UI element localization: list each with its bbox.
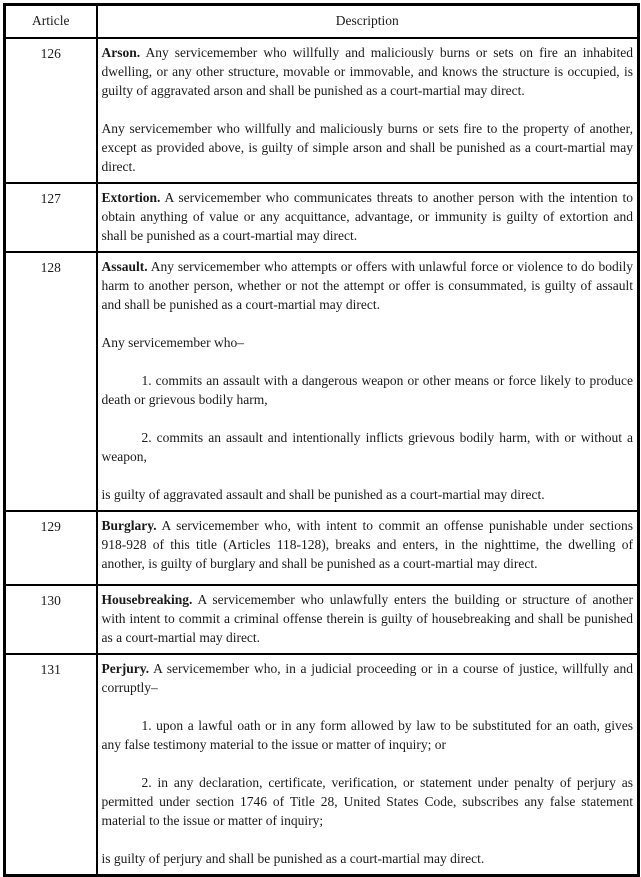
description-paragraph: Housebreaking. A servicemember who unlawfully enters the building or structure of another with intent to commit a criminal offense therein is guilty of housebreaking and shall be punished as a court-martial may direct. (101, 591, 633, 645)
description-paragraph: 1. commits an assault with a dangerous weapon or other means or force likely to produce death or grievous bodily harm, (101, 372, 633, 407)
offense-name: Burglary. (101, 517, 157, 533)
article-number-cell: 128 (5, 252, 97, 511)
article-number-cell: 126 (5, 38, 97, 183)
offense-name: Perjury. (101, 660, 150, 676)
description-paragraph: Any servicemember who willfully and maliciously burns or sets fire to the property of another, except as provided above, is guilty of simple arson and shall be punished as a court-martial may direct. (101, 120, 633, 174)
table-row (5, 38, 639, 183)
article-number-cell: 127 (5, 183, 97, 252)
offense-name: Arson. (101, 44, 141, 60)
article-number-cell: 129 (5, 511, 97, 585)
description-paragraph: Burglary. A servicemember who, with intent to commit an offense punishable under sections 918-928 of this title (Articles 118-128), breaks and enters, in the nighttime, the dwelling of another, is guilty of burglary and shall be punished as a court-martial may direct. (101, 517, 633, 571)
articles-table (3, 3, 640, 877)
description-cell (97, 585, 639, 654)
description-paragraph: Assault. Any servicemember who attempts or offers with unlawful force or violence to do bodily harm to another person, whether or not the attempt or offer is consummated, is guilty of assault and shall be punished as a court-martial may direct. (101, 258, 633, 312)
description-paragraph: is guilty of perjury and shall be punished as a court-martial may direct. (101, 850, 485, 866)
table-header (5, 5, 639, 38)
description-paragraph: 2. commits an assault and intentionally inflicts grievous bodily harm, with or without a weapon, (101, 429, 633, 464)
description-cell (97, 511, 639, 585)
description-paragraph: Any servicemember who– (101, 334, 244, 350)
table-row (5, 654, 639, 876)
offense-name: Housebreaking. (101, 591, 193, 607)
description-cell (97, 38, 639, 183)
header-article: Article (5, 5, 97, 38)
description-cell (97, 252, 639, 511)
description-paragraph: 1. upon a lawful oath or in any form allowed by law to be substituted for an oath, gives any false testimony material to the issue or matter of inquiry; or (101, 717, 633, 752)
table-row (5, 511, 639, 585)
description-cell (97, 654, 639, 876)
table-row (5, 585, 639, 654)
article-number-cell: 131 (5, 654, 97, 876)
description-paragraph: is guilty of aggravated assault and shall be punished as a court-martial may direct. (101, 486, 545, 502)
description-paragraph: Arson. Any servicemember who willfully and maliciously burns or sets on fire an inhabited dwelling, or any other structure, movable or immovable, and knows the structure is occupied, is guilty of aggravated arson and shall be punished as a court-martial may direct. (101, 44, 633, 98)
description-cell (97, 183, 639, 252)
offense-name: Assault. (101, 258, 148, 274)
table-row (5, 252, 639, 511)
article-number-cell: 130 (5, 585, 97, 654)
description-paragraph: Perjury. A servicemember who, in a judicial proceeding or in a course of justice, willfully and corruptly– (101, 660, 633, 695)
description-paragraph: 2. in any declaration, certificate, verification, or statement under penalty of perjury as permitted under section 1746 of Title 28, United States Code, subscribes any false statement material to the issue or matter of inquiry; (101, 774, 633, 828)
table-row (5, 183, 639, 252)
description-paragraph: Extortion. A servicemember who communicates threats to another person with the intention to obtain anything of value or any acquittance, advantage, or immunity is guilty of extortion and shall be punished as a court-martial may direct. (101, 189, 633, 243)
header-description: Description (97, 5, 639, 38)
header-row (5, 5, 639, 38)
table-body (5, 38, 639, 876)
offense-name: Extortion. (101, 189, 161, 205)
